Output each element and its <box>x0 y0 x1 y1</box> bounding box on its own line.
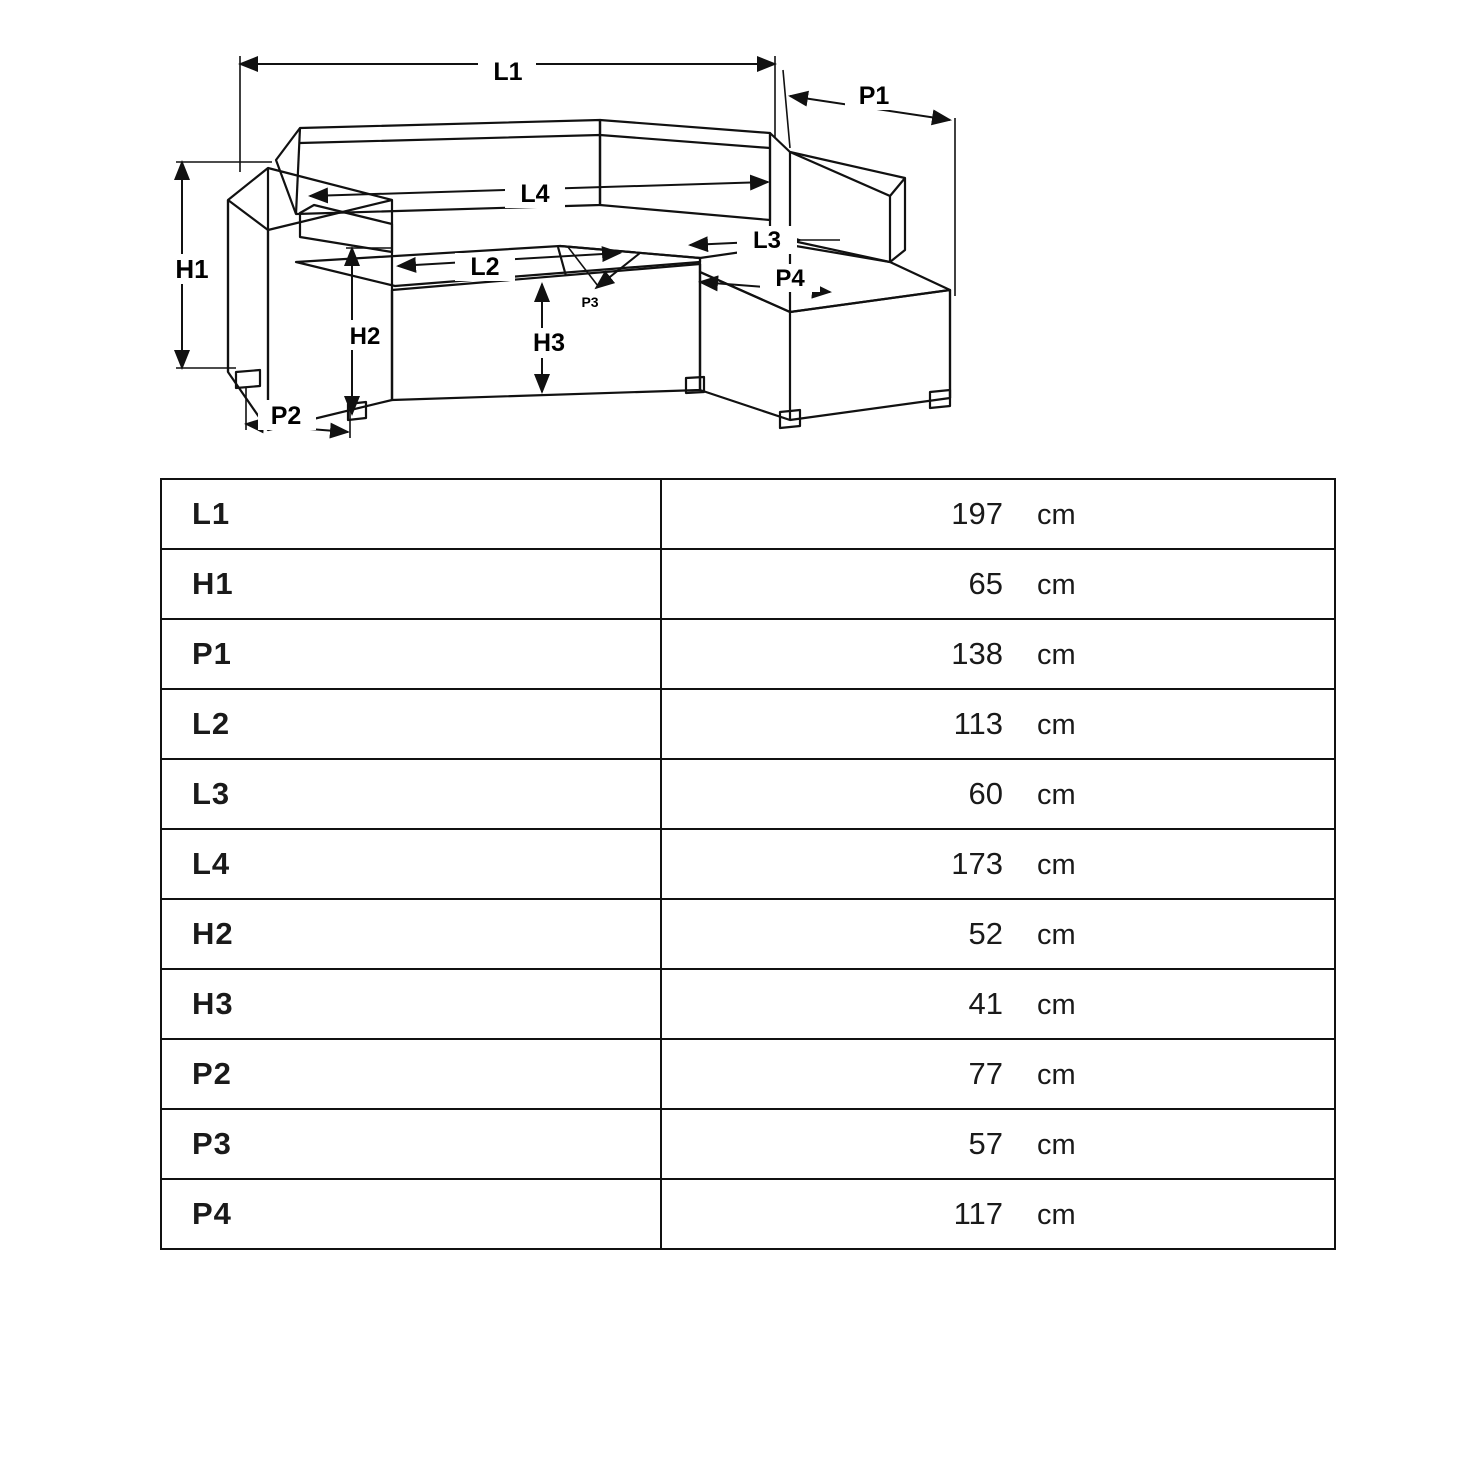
sofa-diagram <box>0 0 1480 470</box>
table-row <box>161 899 1335 969</box>
dimension-value-cell <box>661 619 1335 689</box>
dimension-code: L2 <box>161 689 661 759</box>
dimension-value: 117 <box>953 1196 1003 1231</box>
diagram-label-h3: H3 <box>533 329 565 357</box>
dimension-value-cell <box>661 479 1335 549</box>
diagram-label-l2: L2 <box>470 253 500 281</box>
dimension-value-cell <box>661 549 1335 619</box>
dimension-value: 138 <box>951 636 1003 671</box>
dimension-value-cell <box>661 969 1335 1039</box>
dimension-value: 52 <box>968 916 1003 951</box>
sofa-diagram-container <box>0 0 1480 470</box>
dimension-code: L4 <box>161 829 661 899</box>
dimension-value: 77 <box>968 1056 1003 1091</box>
dimension-unit: cm <box>1037 499 1076 531</box>
dimension-code: P4 <box>161 1179 661 1249</box>
dimension-unit: cm <box>1037 849 1076 881</box>
dimension-unit: cm <box>1037 569 1076 601</box>
table-row <box>161 1039 1335 1109</box>
dimension-unit: cm <box>1037 709 1076 741</box>
dimension-code: H1 <box>161 549 661 619</box>
dimension-code: L3 <box>161 759 661 829</box>
diagram-label-l1: L1 <box>493 58 523 86</box>
dimension-value-cell <box>661 829 1335 899</box>
diagram-label-l3: L3 <box>752 227 782 254</box>
dimension-unit: cm <box>1037 1199 1076 1231</box>
dimension-table-body <box>161 479 1335 1249</box>
dimension-code: P2 <box>161 1039 661 1109</box>
dimension-value-cell <box>661 689 1335 759</box>
dimension-code: P3 <box>161 1109 661 1179</box>
dimension-value: 65 <box>968 566 1003 601</box>
table-row <box>161 1179 1335 1249</box>
diagram-label-h2: H2 <box>349 323 381 350</box>
diagram-label-p2: P2 <box>270 402 302 430</box>
dimension-unit: cm <box>1037 779 1076 811</box>
table-row <box>161 619 1335 689</box>
table-row <box>161 829 1335 899</box>
diagram-label-l4: L4 <box>520 180 550 208</box>
table-row <box>161 689 1335 759</box>
table-row <box>161 969 1335 1039</box>
table-row <box>161 479 1335 549</box>
dimension-code: H2 <box>161 899 661 969</box>
dimension-unit: cm <box>1037 1059 1076 1091</box>
dimension-unit: cm <box>1037 989 1076 1021</box>
dimension-value-cell <box>661 1109 1335 1179</box>
table-row <box>161 759 1335 829</box>
dimension-code: P1 <box>161 619 661 689</box>
dimension-value: 41 <box>968 986 1003 1021</box>
dimension-value: 173 <box>951 846 1003 881</box>
dimension-value-cell <box>661 1039 1335 1109</box>
diagram-label-p4: P4 <box>775 265 805 292</box>
diagram-label-p3: P3 <box>581 294 599 310</box>
dimension-value-cell <box>661 899 1335 969</box>
dimension-value: 57 <box>968 1126 1003 1161</box>
dimension-value: 197 <box>951 496 1003 531</box>
dimension-unit: cm <box>1037 639 1076 671</box>
table-row <box>161 549 1335 619</box>
table-row <box>161 1109 1335 1179</box>
dimension-table <box>160 478 1336 1250</box>
dimension-value: 60 <box>968 776 1003 811</box>
dimension-code: L1 <box>161 479 661 549</box>
dimension-unit: cm <box>1037 1129 1076 1161</box>
dimension-code: H3 <box>161 969 661 1039</box>
dimension-unit: cm <box>1037 919 1076 951</box>
dimension-value-cell <box>661 1179 1335 1249</box>
dimension-value: 113 <box>953 706 1003 741</box>
diagram-label-p1: P1 <box>858 82 890 110</box>
dimension-value-cell <box>661 759 1335 829</box>
diagram-label-h1: H1 <box>175 254 209 284</box>
